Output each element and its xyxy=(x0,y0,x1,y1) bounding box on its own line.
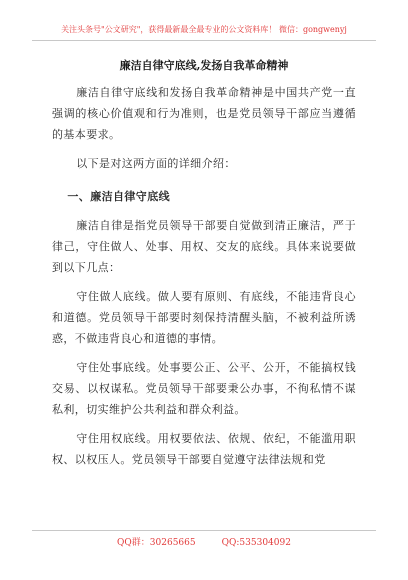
footer-qq-contact: QQ:535304092 xyxy=(221,538,291,548)
footer-qq-group: QQ群：30265665 xyxy=(117,538,196,548)
page-footer xyxy=(0,535,408,548)
section-heading: 一、廉洁自律守底线 xyxy=(67,190,170,203)
footer-divider xyxy=(32,530,376,531)
page-header-banner: 关注头条号"公文研究"，获得最新最全最专业的公文资料库！ 微信：gongwenyj xyxy=(61,25,347,34)
lead-in-paragraph: 以下是对这两方面的详细介绍： xyxy=(76,157,236,170)
document-body xyxy=(52,82,356,478)
header-divider xyxy=(32,40,376,41)
body-paragraph: 守住做人底线。做人要有原则、有底线，不能违背良心和道德。党员领导干部要时刻保持清醒头脑，不被利益所诱惑，不做违背良心和道德的事情。 xyxy=(52,290,356,345)
body-paragraph: 守住处事底线。处事要公正、公平、公开，不能搞权钱交易、以权谋私。党员领导干部要秉公办事，不徇私情不谋私利，切实维护公共利益和群众利益。 xyxy=(52,361,356,416)
intro-paragraph: 廉洁自律守底线和发扬自我革命精神是中国共产党一直强调的核心价值观和行为准则，也是党员领导干部应当遵循的基本要求。 xyxy=(52,86,356,141)
body-paragraph: 守住用权底线。用权要依法、依规、依纪，不能滥用职权、以权压人。党员领导干部要自觉遵守法律法规和党 xyxy=(52,432,356,466)
document-title: 廉洁自律守底线,发扬自我革命精神 xyxy=(119,59,289,72)
body-paragraph: 廉洁自律是指党员领导干部要自觉做到清正廉洁，严于律己，守住做人、处事、用权、交友的底线。具体来说要做到以下几点： xyxy=(52,219,356,274)
